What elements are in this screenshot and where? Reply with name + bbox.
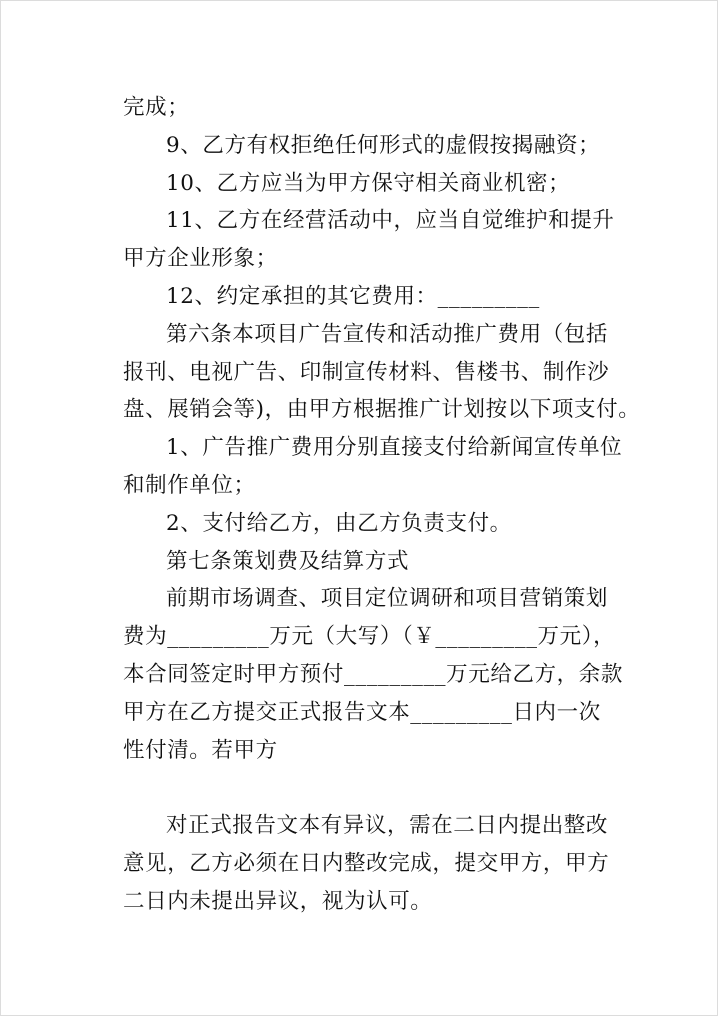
text-line: 报刊、电视广告、印制宣传材料、售楼书、制作沙 [123,359,610,385]
clause-10: 10、乙方应当为甲方保守相关商业机密； [166,170,571,196]
text-line: 前期市场调查、项目定位调研和项目营销策划 [166,586,609,612]
clause-9: 9、乙方有权拒绝任何形式的虚假按揭融资； [166,132,601,158]
clause-12: 12、约定承担的其它费用：_________ [166,283,540,309]
payment-item-1: 1、广告推广费用分别直接支付给新闻宣传单位 [166,435,623,461]
text-line: 完成； [123,95,190,120]
text-line: 甲方在乙方提交正式报告文本_________日内一次 [123,699,601,725]
paragraph-gap [123,769,613,807]
text-line: 甲方企业形象； [123,246,278,272]
text-line: 和制作单位； [123,472,256,498]
text-line: 本合同签定时甲方预付_________万元给乙方，余款 [123,661,623,687]
text-line: 盘、展销会等)，由甲方根据推广计划按以下项支付。 [123,397,641,423]
article-7-heading: 第七条策划费及结算方式 [166,548,410,574]
text-line: 意见，乙方必须在日内整改完成，提交甲方，甲方 [123,850,610,876]
document-body [123,89,641,921]
article-6-heading: 第六条本项目广告宣传和活动推广费用（包括 [166,321,609,347]
payment-item-2: 2、支付给乙方，由乙方负责支付。 [166,510,512,536]
text-line: 二日内未提出异议，视为认可。 [123,888,433,914]
text-line: 性付清。若甲方 [123,737,278,763]
clause-11: 11、乙方在经营活动中，应当自觉维护和提升 [166,208,615,234]
text-line: 费为_________万元（大写）（￥_________万元）， [123,624,616,650]
text-line: 对正式报告文本有异议，需在二日内提出整改 [166,813,609,839]
